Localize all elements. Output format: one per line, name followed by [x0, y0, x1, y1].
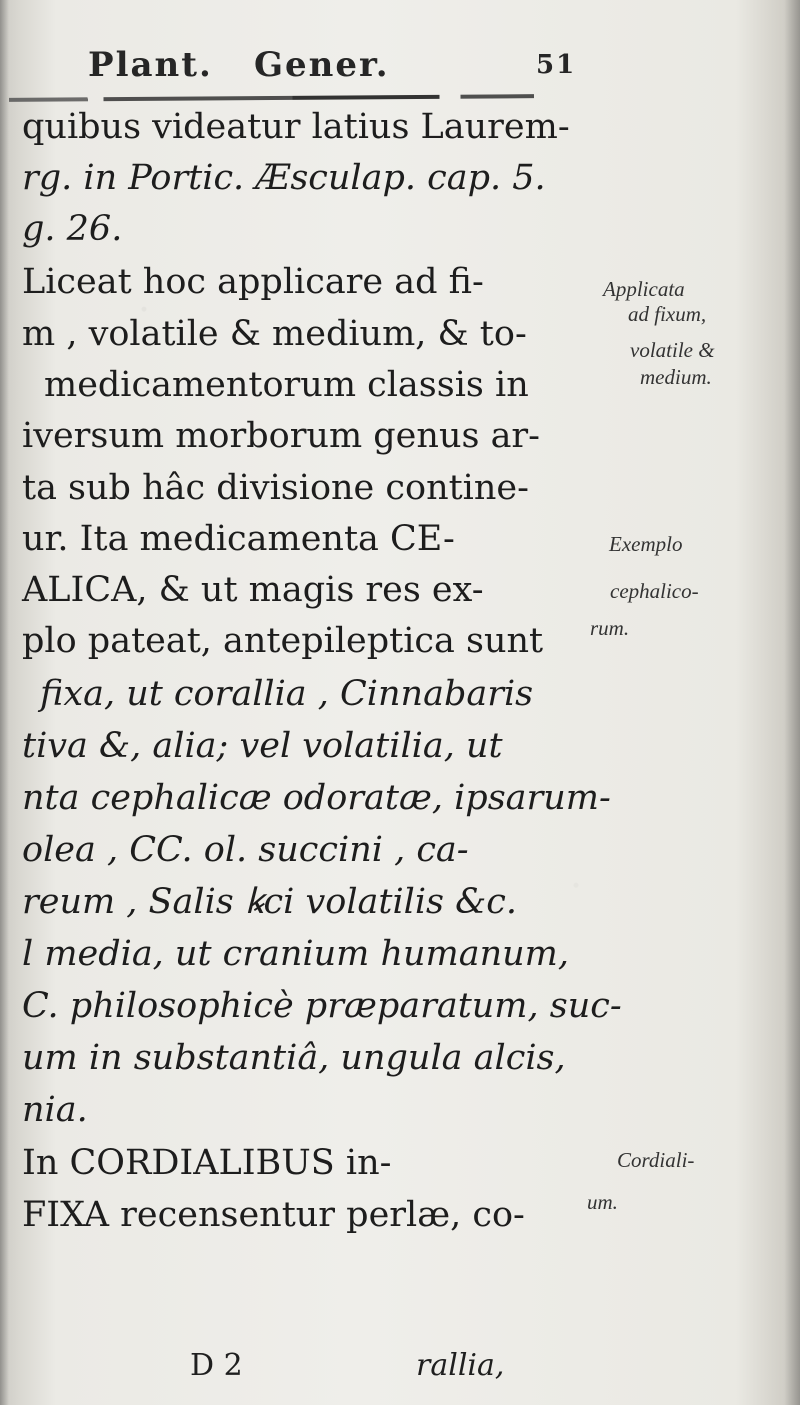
margin-note-6: cephalico-	[610, 579, 699, 603]
text-line-14: nta cephalicæ odoratæ, ipsarum-	[22, 778, 611, 818]
text-line-11: plo pateat, antepileptica sunt	[22, 621, 544, 661]
page-number: 51	[536, 50, 577, 80]
text-line-16: reum , Salis ꝃci volatilis &c.	[22, 882, 518, 922]
text-line-2: rg. in Portic. Æsculap. cap. 5.	[22, 158, 546, 198]
catchword: rallia,	[416, 1348, 505, 1383]
running-head-left: Plant.	[88, 45, 213, 85]
text-line-5: m , volatile & medium, & to-	[22, 314, 527, 354]
text-line-17: l media, ut cranium humanum,	[22, 934, 569, 974]
text-line-6: medicamentorum classis in	[44, 365, 529, 405]
text-line-18: C. philosophicè præparatum, suc-	[22, 986, 622, 1026]
page-left-shadow	[0, 0, 18, 1405]
text-line-22: FIXA recensentur perlæ, co-	[22, 1195, 525, 1235]
running-header	[88, 45, 577, 97]
margin-note-9: um.	[587, 1190, 618, 1214]
margin-note-8: Cordiali-	[617, 1148, 695, 1172]
margin-note-2: ad fixum,	[628, 302, 707, 326]
text-line-7: iversum morborum genus ar-	[22, 416, 540, 456]
margin-note-3: volatile &	[630, 338, 715, 362]
margin-note-4: medium.	[640, 365, 712, 389]
text-line-19: um in substantiâ, ungula alcis,	[22, 1038, 566, 1078]
text-line-4: Liceat hoc applicare ad fi-	[22, 262, 484, 302]
signature-mark: D 2	[190, 1348, 243, 1383]
text-line-10: ALICA, & ut magis res ex-	[22, 570, 484, 610]
text-line-21: In CORDIALIBUS in-	[22, 1143, 392, 1183]
margin-note-1: Applicata	[603, 277, 685, 301]
text-line-1: quibus videatur latius Laurem-	[22, 107, 570, 147]
text-line-3: g. 26.	[22, 209, 123, 249]
text-line-8: ta sub hâc divisione contine-	[22, 468, 529, 508]
text-line-12: fixa, ut corallia , Cinnabaris	[40, 674, 534, 714]
running-head-right: Gener.	[254, 45, 390, 85]
margin-note-5: Exemplo	[609, 532, 683, 556]
page-right-shadow	[784, 0, 800, 1405]
text-line-20: nia.	[22, 1090, 88, 1130]
margin-note-7: rum.	[590, 616, 630, 640]
text-line-13: tiva &, alia; vel volatilia, ut	[22, 726, 503, 766]
text-line-15: olea , CC. ol. succini , ca-	[22, 830, 469, 870]
text-line-9: ur. Ita medicamenta CE-	[22, 519, 455, 559]
